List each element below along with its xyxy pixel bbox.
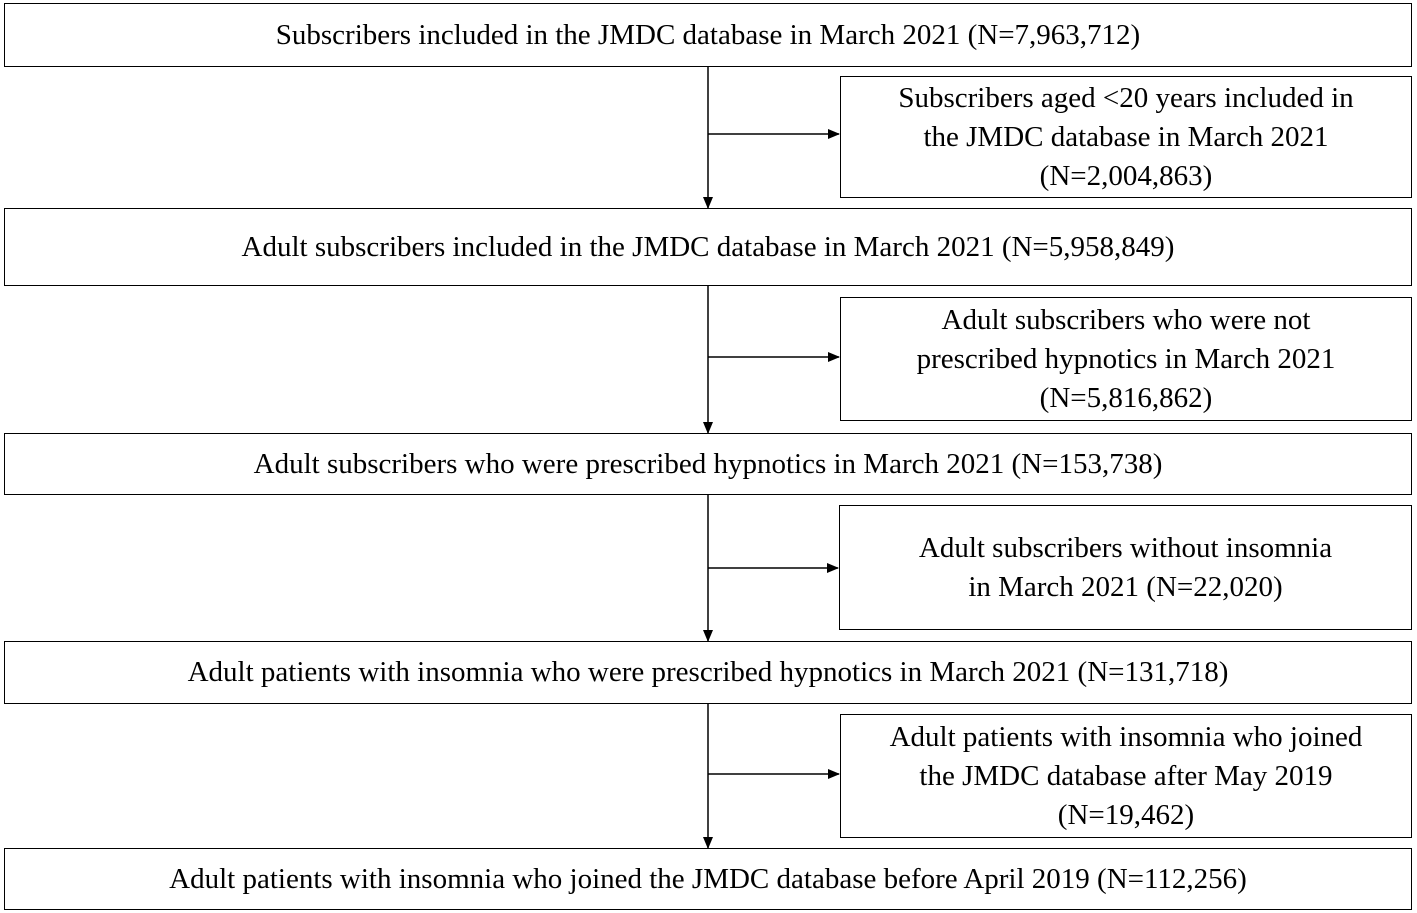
exclusion-line: the JMDC database after May 2019 bbox=[919, 759, 1333, 792]
exclusion-box-text bbox=[898, 79, 1353, 196]
exclusion-box-under-20 bbox=[840, 76, 1412, 198]
exclusion-line: in March 2021 (N=22,020) bbox=[968, 570, 1283, 603]
exclusion-line: (N=5,816,862) bbox=[1039, 381, 1213, 414]
exclusion-box-text bbox=[890, 718, 1363, 835]
main-box-prescribed-hypnotics bbox=[4, 433, 1412, 495]
main-box-label: Adult subscribers who were prescribed hypnotics in March 2021 (N=153,738) bbox=[253, 447, 1163, 480]
exclusion-line: the JMDC database in March 2021 bbox=[923, 120, 1329, 153]
exclusion-box-not-prescribed bbox=[840, 297, 1412, 421]
main-box-label: Adult patients with insomnia who joined the JMDC database before April 2019 (N=112,256) bbox=[169, 862, 1247, 895]
exclusion-box-text bbox=[917, 301, 1336, 418]
main-box-label: Adult subscribers included in the JMDC database in March 2021 (N=5,958,849) bbox=[241, 230, 1175, 263]
exclusion-box-joined-after bbox=[840, 714, 1412, 838]
exclusion-line: Adult subscribers who were not bbox=[941, 303, 1311, 336]
main-box-label: Subscribers included in the JMDC database in March 2021 (N=7,963,712) bbox=[275, 18, 1141, 51]
exclusion-line: Adult subscribers without insomnia bbox=[918, 531, 1333, 564]
exclusion-line: (N=2,004,863) bbox=[1039, 159, 1213, 192]
exclusion-box-text bbox=[919, 529, 1332, 607]
main-box-final-cohort bbox=[4, 848, 1412, 910]
main-box-insomnia-patients bbox=[4, 641, 1412, 704]
exclusion-box-without-insomnia bbox=[839, 505, 1412, 630]
exclusion-line: Subscribers aged <20 years included in bbox=[898, 81, 1354, 114]
exclusion-line: (N=19,462) bbox=[1057, 798, 1195, 831]
exclusion-line: Adult patients with insomnia who joined bbox=[889, 720, 1363, 753]
main-box-adult-subscribers bbox=[4, 208, 1412, 286]
main-box-label: Adult patients with insomnia who were prescribed hypnotics in March 2021 (N=131,718) bbox=[187, 656, 1229, 688]
main-box-subscribers bbox=[4, 3, 1412, 67]
exclusion-line: prescribed hypnotics in March 2021 bbox=[916, 342, 1336, 375]
